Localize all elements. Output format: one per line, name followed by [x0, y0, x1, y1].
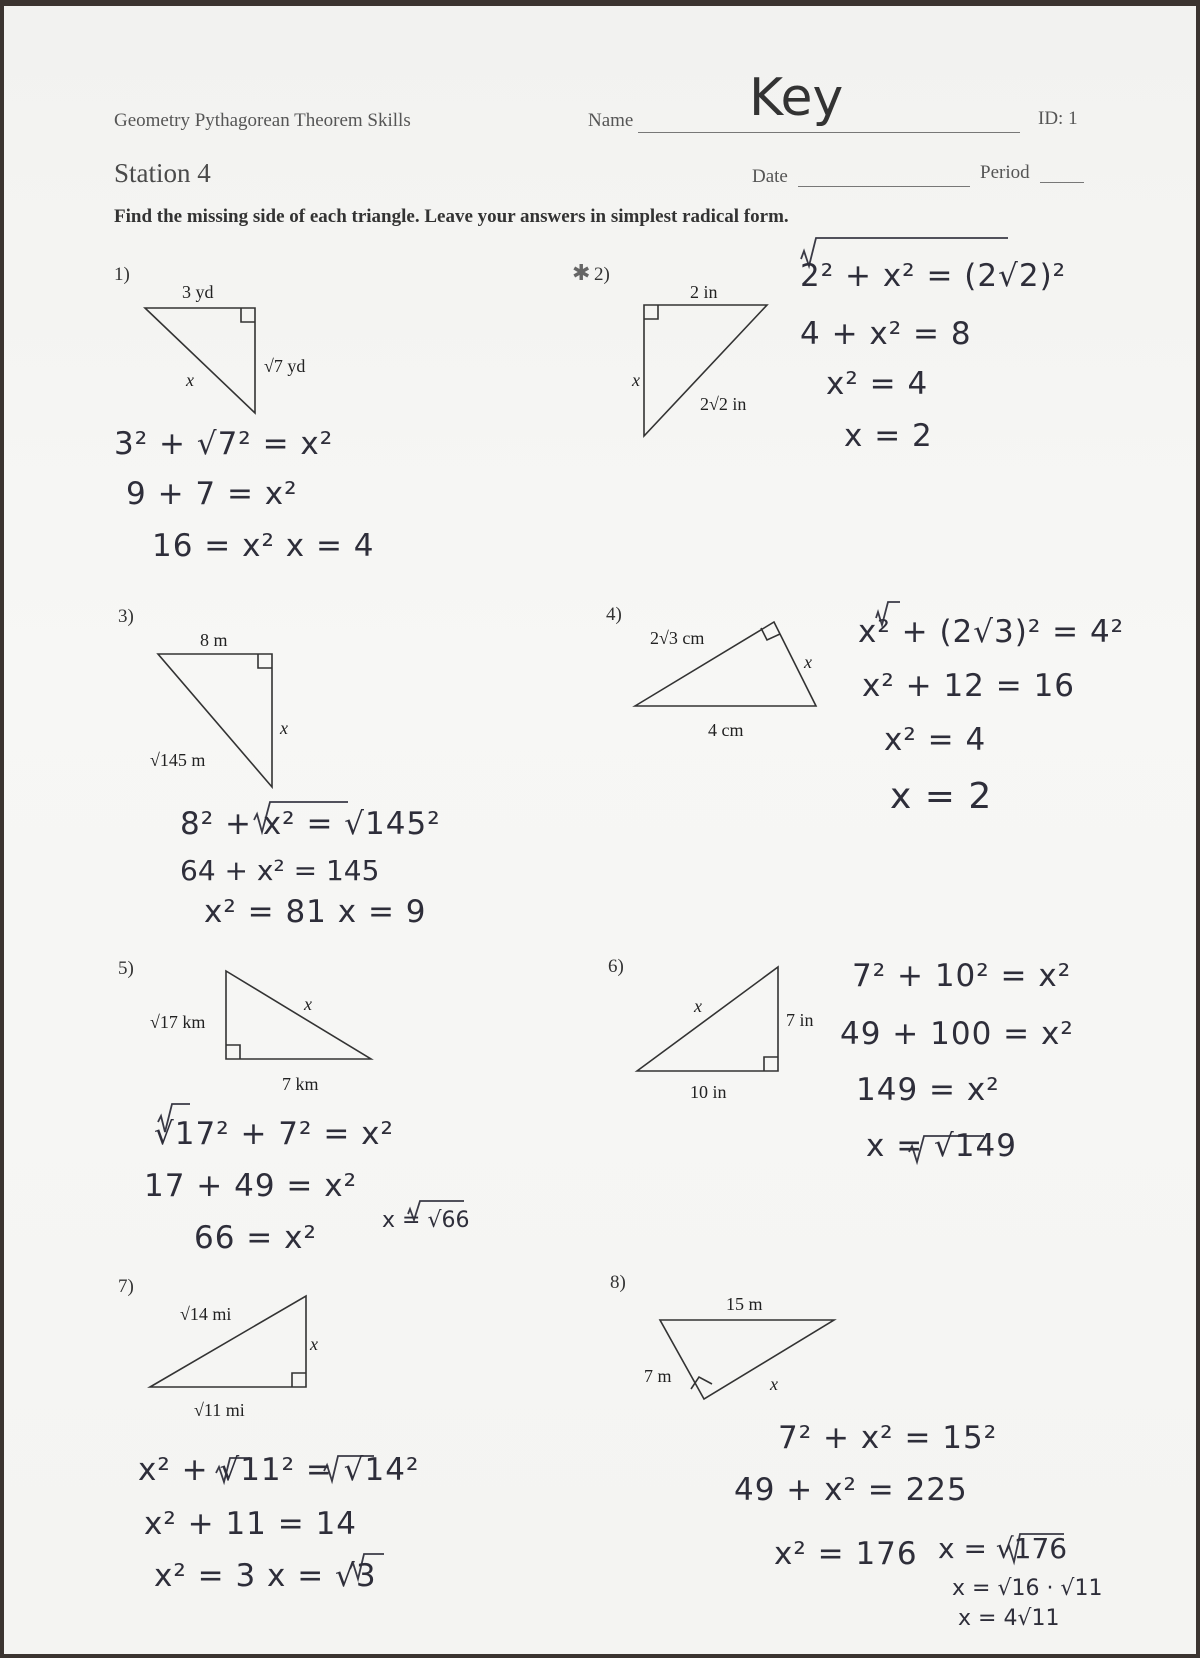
period-label: Period	[980, 162, 1030, 183]
station-title: Station 4	[114, 158, 211, 188]
problem-2-number: 2)	[594, 264, 610, 285]
problem-3-label-top: 8 m	[200, 630, 228, 650]
problem-7-work-line-3: x² = 3 x = √3	[154, 1558, 377, 1594]
problem-8-work-line-4: x = √176	[938, 1532, 1068, 1565]
problem-4-work-line-4: x = 2	[890, 776, 993, 817]
problem-5-work-line-3: 66 = x²	[194, 1220, 317, 1256]
problem-4-work-line-1: x² + (2√3)² = 4²	[858, 614, 1125, 650]
problem-5-work-line-1: √17² + 7² = x²	[154, 1116, 394, 1152]
problem-4-work-line-2: x² + 12 = 16	[862, 668, 1076, 704]
problem-4-label-bottom: 4 cm	[708, 720, 744, 740]
problem-8-work-line-5: x = √16 · √11	[952, 1576, 1103, 1601]
id-label: ID: 1	[1038, 108, 1078, 129]
problem-8-number: 8)	[610, 1272, 626, 1293]
problem-8-work-line-2: 49 + x² = 225	[734, 1472, 968, 1508]
problem-7-label-x: x	[310, 1334, 318, 1354]
triangle-6	[637, 967, 778, 1071]
problem-2-work-line-2: 4 + x² = 8	[800, 316, 972, 352]
problem-7-work-line-2: x² + 11 = 14	[144, 1506, 358, 1542]
problem-8-label-top: 15 m	[726, 1294, 763, 1314]
problem-1-number: 1)	[114, 264, 130, 285]
problem-3-label-hyp: √145 m	[150, 750, 206, 770]
problem-3-work-line-1: 8² + x² = √145²	[180, 806, 441, 842]
problem-7-label-bottom: √11 mi	[194, 1400, 245, 1420]
problem-2-work-line-3: x² = 4	[826, 366, 929, 402]
problem-1-work-line-1: 3² + √7² = x²	[114, 426, 334, 462]
problem-1-label-x: x	[186, 370, 194, 390]
problem-3-label-x: x	[280, 718, 288, 738]
problem-5-label-left: √17 km	[150, 1012, 206, 1032]
problem-3-number: 3)	[118, 606, 134, 627]
problem-3-work-line-3: x² = 81 x = 9	[204, 894, 427, 930]
problem-4-number: 4)	[606, 604, 622, 625]
problem-2-label-top: 2 in	[690, 282, 718, 302]
problem-8-label-x: x	[770, 1374, 778, 1394]
problem-8-work-line-6: x = 4√11	[958, 1606, 1060, 1631]
right-angle-mark-3	[258, 654, 272, 668]
name-handwritten: Key	[749, 68, 844, 128]
right-angle-mark-8	[691, 1377, 712, 1389]
problem-5-number: 5)	[118, 958, 134, 979]
problem-6-label-x: x	[694, 996, 702, 1016]
right-angle-mark-1	[241, 308, 255, 322]
date-label: Date	[752, 166, 788, 187]
right-angle-mark-7	[292, 1373, 306, 1387]
problem-3-work-line-2: 64 + x² = 145	[180, 854, 380, 887]
problem-2-work-line-4: x = 2	[844, 418, 933, 454]
triangle-1	[145, 308, 255, 413]
problem-5-work-line-2: 17 + 49 = x²	[144, 1168, 358, 1204]
problem-2-label-x: x	[632, 370, 640, 390]
problem-1-work-line-2: 9 + 7 = x²	[126, 476, 298, 512]
problem-6-work-line-2: 49 + 100 = x²	[840, 1016, 1074, 1052]
problem-1-work-line-3: 16 = x² x = 4	[152, 528, 375, 564]
triangle-5	[226, 971, 371, 1059]
problem-6-label-bottom: 10 in	[690, 1082, 727, 1102]
problem-6-number: 6)	[608, 956, 624, 977]
problem-5-label-bottom: 7 km	[282, 1074, 319, 1094]
problem-4-label-left: 2√3 cm	[650, 628, 705, 648]
instructions: Find the missing side of each triangle. Leave your answers in simplest radical form.	[114, 206, 789, 227]
problem-7-work-line-1: x² + √11² = √14²	[138, 1452, 420, 1488]
problem-2-work-line-1: 2² + x² = (2√2)²	[800, 258, 1067, 294]
problem-2-label-hyp: 2√2 in	[700, 394, 747, 414]
problem-4-work-line-3: x² = 4	[884, 722, 987, 758]
problem-8-label-left: 7 m	[644, 1366, 672, 1386]
name-label: Name	[588, 110, 634, 131]
problem-6-label-right: 7 in	[786, 1010, 814, 1030]
problem-4-label-x: x	[804, 652, 812, 672]
problem-6-work-line-3: 149 = x²	[856, 1072, 1000, 1108]
problem-5-label-x: x	[304, 994, 312, 1014]
triangle-2	[644, 305, 767, 436]
problem-8-work-line-1: 7² + x² = 15²	[778, 1420, 998, 1456]
course-title: Geometry Pythagorean Theorem Skills	[114, 110, 411, 131]
right-angle-mark-2	[644, 305, 658, 319]
problem-6-work-line-4: x = √149	[866, 1128, 1017, 1164]
problem-7-number: 7)	[118, 1276, 134, 1297]
worksheet-page	[4, 6, 1196, 1654]
right-angle-mark-5	[226, 1045, 240, 1059]
problem-6-work-line-1: 7² + 10² = x²	[852, 958, 1072, 994]
problem-2-star-mark: ✱	[572, 260, 591, 285]
problem-8-work-line-3: x² = 176	[774, 1536, 918, 1572]
right-angle-mark-6	[764, 1057, 778, 1071]
problem-5-work-line-4: x = √66	[382, 1208, 470, 1233]
problem-1-label-top: 3 yd	[182, 282, 214, 302]
triangle-8	[660, 1320, 834, 1399]
problem-1-label-right: √7 yd	[264, 356, 306, 376]
problem-7-label-top: √14 mi	[180, 1304, 232, 1324]
